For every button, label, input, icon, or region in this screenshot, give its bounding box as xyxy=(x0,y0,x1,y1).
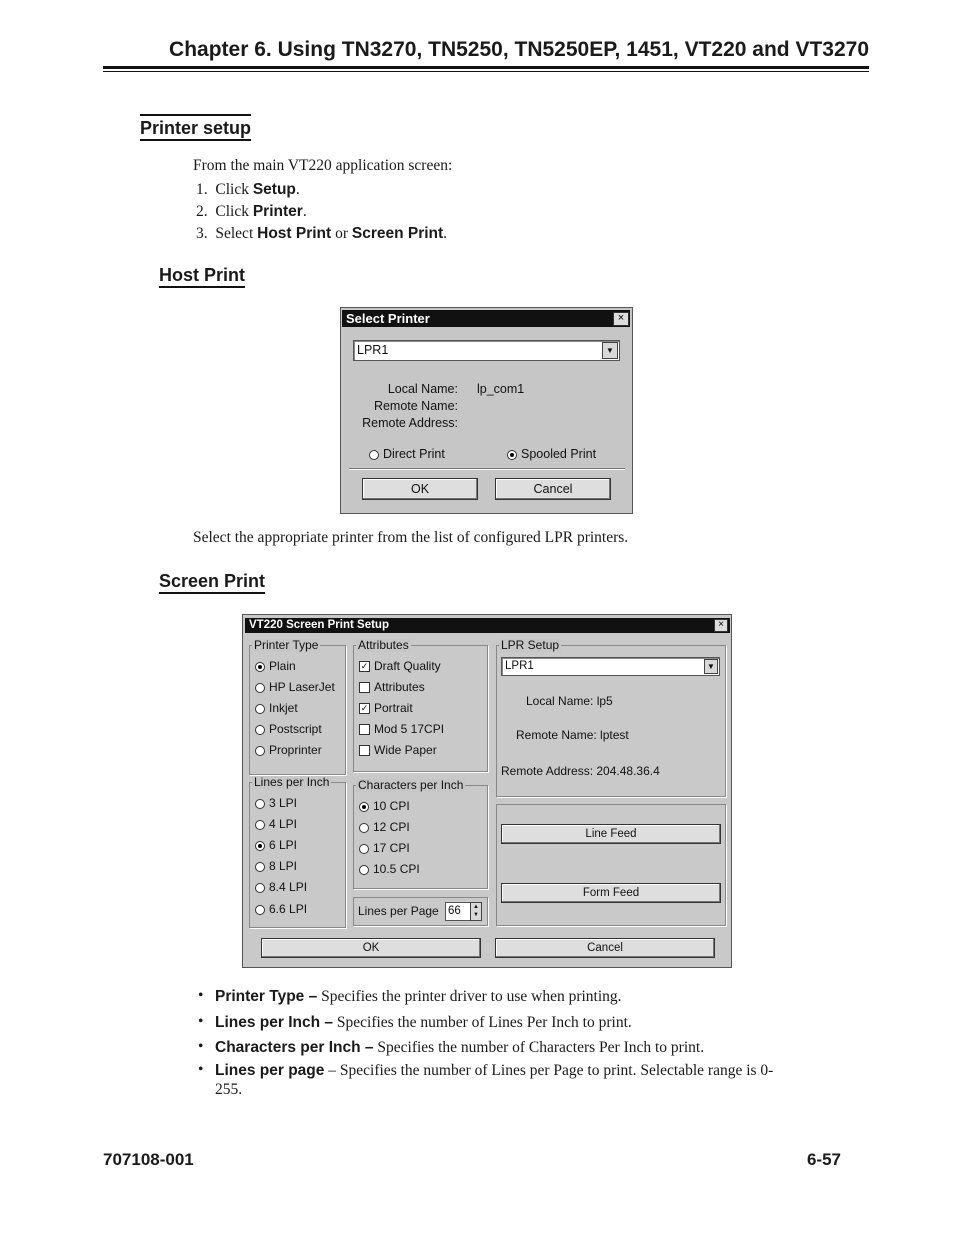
section-heading: Host Print xyxy=(159,265,245,288)
step-item: 1. Click Setup. xyxy=(196,181,300,198)
steps-list xyxy=(196,179,447,245)
printer-select[interactable] xyxy=(353,340,620,361)
divider xyxy=(349,468,625,470)
close-icon[interactable]: × xyxy=(714,619,728,632)
group-label: Attributes xyxy=(358,638,409,652)
checkbox-icon xyxy=(359,745,370,756)
lpr-printer-value: LPR1 xyxy=(505,660,534,672)
group-label: Characters per Inch xyxy=(358,778,464,792)
lines-per-page-input[interactable]: 66 xyxy=(445,902,471,921)
host-print-caption: Select the appropriate printer from the list of configured LPR printers. xyxy=(193,529,629,546)
printer-type-plain[interactable]: Plain xyxy=(255,659,296,673)
step-item: 2. Click Printer. xyxy=(196,203,307,220)
group-label: Lines per Inch xyxy=(254,775,330,789)
attr-attributes[interactable]: Attributes xyxy=(359,680,425,694)
lines-per-page-label: Lines per Page xyxy=(358,904,439,918)
radio-icon xyxy=(255,862,265,872)
radio-selected-icon xyxy=(255,841,265,851)
radio-icon xyxy=(255,820,265,830)
attr-draft-quality[interactable]: ✓ Draft Quality xyxy=(360,659,441,673)
list-item: Printer Type – Specifies the printer driver to use when printing. xyxy=(215,988,622,1005)
radio-icon xyxy=(255,704,265,714)
lpi-6-6[interactable]: 6.6 LPI xyxy=(255,902,307,916)
checkbox-icon xyxy=(359,724,370,735)
radio-selected-icon xyxy=(255,662,265,672)
cancel-button[interactable]: Cancel xyxy=(495,938,715,958)
group-label: Printer Type xyxy=(254,638,319,652)
dialog-title: Select Printer xyxy=(342,310,630,327)
attr-wide-paper[interactable]: Wide Paper xyxy=(359,743,437,757)
dialog-title: VT220 Screen Print Setup xyxy=(245,618,730,633)
page-number: 6-57 xyxy=(806,1150,841,1169)
direct-print-radio[interactable]: Direct Print xyxy=(369,447,445,461)
ok-button[interactable]: OK xyxy=(362,478,478,500)
lpi-8-4[interactable]: 8.4 LPI xyxy=(255,880,307,894)
radio-icon xyxy=(369,450,379,460)
doc-number: 707108-001 xyxy=(103,1150,194,1169)
cpi-17[interactable]: 17 CPI xyxy=(359,841,410,855)
section-printer-setup xyxy=(140,114,251,139)
cpi-12[interactable]: 12 CPI xyxy=(359,820,410,834)
close-icon[interactable]: × xyxy=(613,312,629,326)
step-item: 3. Select Host Print or Screen Print. xyxy=(196,225,448,242)
radio-selected-icon xyxy=(507,450,517,460)
radio-icon xyxy=(359,823,369,833)
printer-select-value: LPR1 xyxy=(357,343,389,357)
radio-icon xyxy=(255,799,265,809)
local-name-value: lp_com1 xyxy=(477,382,525,396)
printer-type-inkjet[interactable]: Inkjet xyxy=(255,701,298,715)
local-name-label: Local Name: xyxy=(387,382,458,396)
group-label: LPR Setup xyxy=(501,638,560,652)
list-item: Lines per Inch – Specifies the number of Lines Per Inch to print. xyxy=(215,1014,632,1031)
checkbox-icon xyxy=(359,682,370,693)
section-heading: Screen Print xyxy=(159,571,265,594)
chapter-title: Chapter 6. Using TN3270, TN5250, TN5250EP, 1451, VT220 and VT3270 xyxy=(169,38,869,61)
remote-address-label: Remote Address: xyxy=(362,416,458,430)
section-heading: Printer setup xyxy=(140,118,251,141)
checkbox-checked-icon: ✓ xyxy=(360,703,369,714)
remote-name-label: Remote Name: xyxy=(373,399,458,413)
radio-icon xyxy=(255,746,265,756)
printer-type-hp-laserjet[interactable]: HP LaserJet xyxy=(255,680,335,694)
lpi-4[interactable]: 4 LPI xyxy=(255,817,297,831)
screen-print-setup-dialog xyxy=(242,614,732,968)
list-item: Lines per page – Specifies the number of Lines per Page to print. Selectable range is 0-255. xyxy=(215,1062,774,1098)
feed-buttons-group xyxy=(496,804,726,926)
checkbox-checked-icon: ✓ xyxy=(360,661,369,672)
lpr-remote-name: Remote Name: lptest xyxy=(516,728,629,742)
lpi-8[interactable]: 8 LPI xyxy=(255,859,297,873)
radio-icon xyxy=(359,865,369,875)
printer-type-postscript[interactable]: Postscript xyxy=(255,722,322,736)
radio-icon xyxy=(255,905,265,915)
bullet-icon: • xyxy=(198,1013,204,1030)
radio-icon xyxy=(255,883,265,893)
header-rule xyxy=(103,66,869,69)
stepper-arrows-icon[interactable]: ▲ ▼ xyxy=(470,902,482,921)
lpi-3[interactable]: 3 LPI xyxy=(255,796,297,810)
chevron-down-icon[interactable]: ▼ xyxy=(602,342,618,359)
line-feed-button[interactable]: Line Feed xyxy=(501,824,721,844)
printer-type-proprinter[interactable]: Proprinter xyxy=(255,743,322,757)
radio-selected-icon xyxy=(359,802,369,812)
chevron-down-icon[interactable]: ▼ xyxy=(704,659,718,674)
section-screen-print xyxy=(159,571,265,592)
form-feed-button[interactable]: Form Feed xyxy=(501,883,721,903)
lpr-remote-address: Remote Address: 204.48.36.4 xyxy=(501,764,660,778)
bullet-icon: • xyxy=(198,1038,204,1055)
attr-portrait[interactable]: ✓ Portrait xyxy=(360,701,413,715)
lpr-printer-select[interactable] xyxy=(501,657,720,676)
section-host-print xyxy=(159,265,245,286)
select-printer-dialog xyxy=(340,307,633,514)
cpi-10[interactable]: 10 CPI xyxy=(359,799,410,813)
radio-icon xyxy=(255,683,265,693)
bullet-icon: • xyxy=(198,1061,204,1078)
bullet-icon: • xyxy=(198,987,204,1004)
ok-button[interactable]: OK xyxy=(261,938,481,958)
spooled-print-radio[interactable]: Spooled Print xyxy=(507,447,596,461)
list-item: Characters per Inch – Specifies the number of Characters Per Inch to print. xyxy=(215,1039,705,1056)
header-rule-thin xyxy=(103,71,869,72)
radio-icon xyxy=(359,844,369,854)
cancel-button[interactable]: Cancel xyxy=(495,478,611,500)
lpr-local-name: Local Name: lp5 xyxy=(526,694,613,708)
radio-icon xyxy=(255,725,265,735)
cpi-10-5[interactable]: 10.5 CPI xyxy=(359,862,420,876)
lpi-6[interactable]: 6 LPI xyxy=(255,838,297,852)
intro-text: From the main VT220 application screen: xyxy=(193,157,453,174)
attr-mod5-17cpi[interactable]: Mod 5 17CPI xyxy=(359,722,444,736)
